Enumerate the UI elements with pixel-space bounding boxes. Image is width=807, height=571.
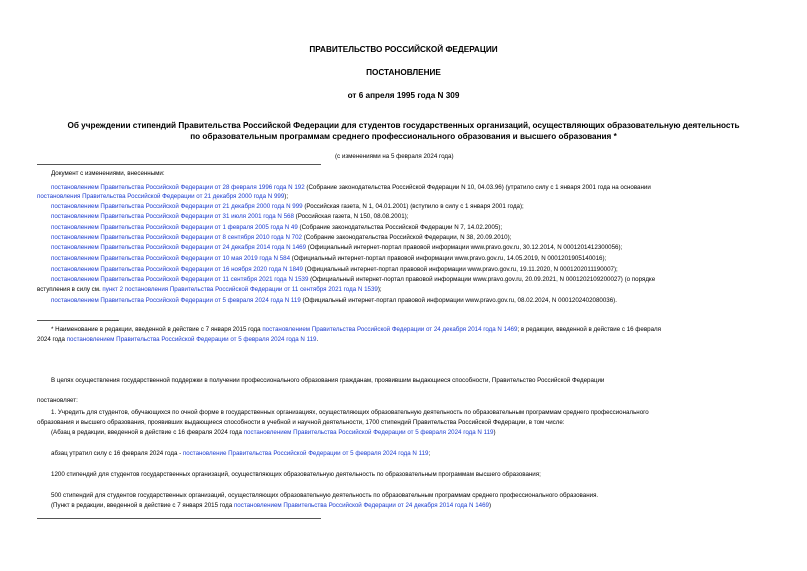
paragraph-2-link[interactable]: постановление Правительства Российской Федерации от 5 февраля 2024 года N 119 — [182, 450, 429, 457]
paragraph-2: абзац утратил силу с 16 февраля 2024 года - постановление Правительства Российской Федерации от 5 февраля 2024 года N 119; — [51, 450, 431, 457]
amendment-item: вступления в силу см. пункт 2 постановления Правительства Российской Федерации от 11 сентября 2021 года N 1539); — [37, 286, 382, 293]
amendment-link[interactable]: пункт 2 постановления Правительства Российской Федерации от 11 сентября 2021 года N 1539 — [102, 286, 378, 293]
paragraph-1-note-link[interactable]: постановлением Правительства Российской Федерации от 5 февраля 2024 года N 119 — [243, 429, 494, 436]
amendment-link[interactable]: постановлением Правительства Российской Федерации от 11 сентября 2021 года N 1539 — [51, 276, 309, 283]
amendment-item: постановлением Правительства Российской Федерации от 28 февраля 1996 года N 192 (Собрание законодательства Российской Федерации N 10, 04.03.96) (утратило силу с 1 января 2001 года на основании — [51, 184, 651, 191]
amendment-link[interactable]: постановлением Правительства Российской Федерации от 21 декабря 2000 года N 999 — [51, 203, 303, 210]
amendment-item: постановлением Правительства Российской Федерации от 16 ноября 2020 года N 1849 (Официальный интернет-портал правовой информации www.pravo.gov.ru, 19.11.2020, N 0001202011190007); — [51, 266, 618, 273]
amendment-item: постановлением Правительства Российской Федерации от 1 февраля 2005 года N 49 (Собрание законодательства Российской Федерации N 7, 14.02.2005); — [51, 224, 503, 231]
amendment-item: постановлением Правительства Российской Федерации от 5 февраля 2024 года N 119 (Официальный интернет-портал правовой информации www.pravo.gov.ru, 08.02.2024, N 0001202402080036). — [51, 297, 617, 304]
amendment-item: постановления Правительства Российской Федерации от 21 декабря 2000 года N 999); — [37, 193, 289, 200]
preamble: В целях осуществления государственной поддержки в получении профессионального образования гражданам, проявившим выдающиеся способности, Правительство Российской Федерации — [51, 377, 605, 384]
paragraph-1-note: (Абзац в редакции, введенной в действие с 16 февраля 2024 года постановлением Правительства Российской Федерации от 5 февраля 2024 года N 119) — [51, 429, 496, 436]
divider — [37, 164, 321, 165]
footnote-line-2: 2024 года постановлением Правительства Российской Федерации от 5 февраля 2024 года N 119. — [37, 336, 319, 343]
footnote-line-1: * Наименование в редакции, введенной в действие с 7 января 2015 года постановлением Правительства Российской Федерации от 24 декабря 2014 года N 1469; в редакции, введенной в действие с 16 февраля — [51, 326, 661, 333]
paragraph-4-note-link[interactable]: постановлением Правительства Российской Федерации от 24 декабря 2014 года N 1469 — [233, 502, 489, 509]
decides: постановляет: — [37, 397, 78, 404]
footnote-link[interactable]: постановлением Правительства Российской Федерации от 5 февраля 2024 года N 119 — [66, 336, 317, 343]
footnote-link[interactable]: постановлением Правительства Российской Федерации от 24 декабря 2014 года N 1469 — [262, 326, 518, 333]
amendment-link[interactable]: постановления Правительства Российской Федерации от 21 декабря 2000 года N 999 — [37, 193, 285, 200]
amendment-item: постановлением Правительства Российской Федерации от 11 сентября 2021 года N 1539 (Официальный интернет-портал правовой информации www.pravo.gov.ru, 20.09.2021, N 0001202109200027) (о порядке — [51, 276, 656, 283]
document-title-line-1: Об учреждении стипендий Правительства Российской Федерации для студентов государственных организаций, осуществляющих образовательную деятельность — [67, 121, 740, 130]
amendment-link[interactable]: постановлением Правительства Российской Федерации от 8 сентября 2010 года N 702 — [51, 234, 302, 241]
amendment-link[interactable]: постановлением Правительства Российской Федерации от 10 мая 2019 года N 584 — [51, 255, 291, 262]
paragraph-4-note: (Пункт в редакции, введенной в действие с 7 января 2015 года постановлением Правительства Российской Федерации от 24 декабря 2014 года N 1469) — [51, 502, 492, 509]
paragraph-3: 1200 стипендий для студентов государственных организаций, осуществляющих образовательную деятельность по образовательным программам высшего образования; — [51, 471, 541, 478]
amendment-link[interactable]: постановлением Правительства Российской Федерации от 16 ноября 2020 года N 1849 — [51, 266, 303, 273]
amendment-link[interactable]: постановлением Правительства Российской Федерации от 1 февраля 2005 года N 49 — [51, 224, 298, 231]
amendment-link[interactable]: постановлением Правительства Российской Федерации от 5 февраля 2024 года N 119 — [51, 297, 301, 304]
government-title: ПРАВИТЕЛЬСТВО РОССИЙСКОЙ ФЕДЕРАЦИИ — [309, 45, 498, 54]
amendment-link[interactable]: постановлением Правительства Российской Федерации от 28 февраля 1996 года N 192 — [51, 184, 305, 191]
bottom-divider — [37, 518, 321, 519]
amendment-item: постановлением Правительства Российской Федерации от 24 декабря 2014 года N 1469 (Официальный интернет-портал правовой информации www.pravo.gov.ru, 30.12.2014, N 0001201412300056); — [51, 244, 623, 251]
amendments-heading: Документ с изменениями, внесенными: — [51, 170, 165, 177]
amendment-link[interactable]: постановлением Правительства Российской Федерации от 31 июля 2001 года N 568 — [51, 213, 294, 220]
paragraph-1-line-2: образования и высшего образования, проявивших выдающиеся способности в учебной и научной деятельности, 1700 стипендий Правительства Российской Федерации, в том числе: — [37, 419, 565, 426]
amendment-item: постановлением Правительства Российской Федерации от 10 мая 2019 года N 584 (Официальный интернет-портал правовой информации www.pravo.gov.ru, 14.05.2019, N 0001201905140016); — [51, 255, 607, 262]
amendment-item: постановлением Правительства Российской Федерации от 21 декабря 2000 года N 999 (Российская газета, N 1, 04.01.2001) (вступило в силу с 1 января 2001 года); — [51, 203, 524, 210]
document-title-line-2: по образовательным программам среднего профессионального образования и высшего образования * — [190, 132, 617, 141]
revision-note: (с изменениями на 5 февраля 2024 года) — [335, 153, 454, 160]
document-type: ПОСТАНОВЛЕНИЕ — [366, 68, 441, 77]
amendment-item: постановлением Правительства Российской Федерации от 8 сентября 2010 года N 702 (Собрание законодательства Российской Федерации, N 38, 20.09.2010); — [51, 234, 512, 241]
amendment-item: постановлением Правительства Российской Федерации от 31 июля 2001 года N 568 (Российская газета, N 150, 08.08.2001); — [51, 213, 409, 220]
paragraph-1-line-1: 1. Учредить для студентов, обучающихся по очной форме в государственных организациях, осуществляющих образовательную деятельность по образовательным программам среднего профессионального — [51, 409, 649, 416]
document-date-number: от 6 апреля 1995 года N 309 — [347, 91, 460, 100]
footnote-divider — [37, 320, 119, 321]
amendment-link[interactable]: постановлением Правительства Российской Федерации от 24 декабря 2014 года N 1469 — [51, 244, 307, 251]
paragraph-4: 500 стипендий для студентов государственных организаций, осуществляющих образовательную деятельность по образовательным программам среднего профессионального образования. — [51, 492, 599, 499]
